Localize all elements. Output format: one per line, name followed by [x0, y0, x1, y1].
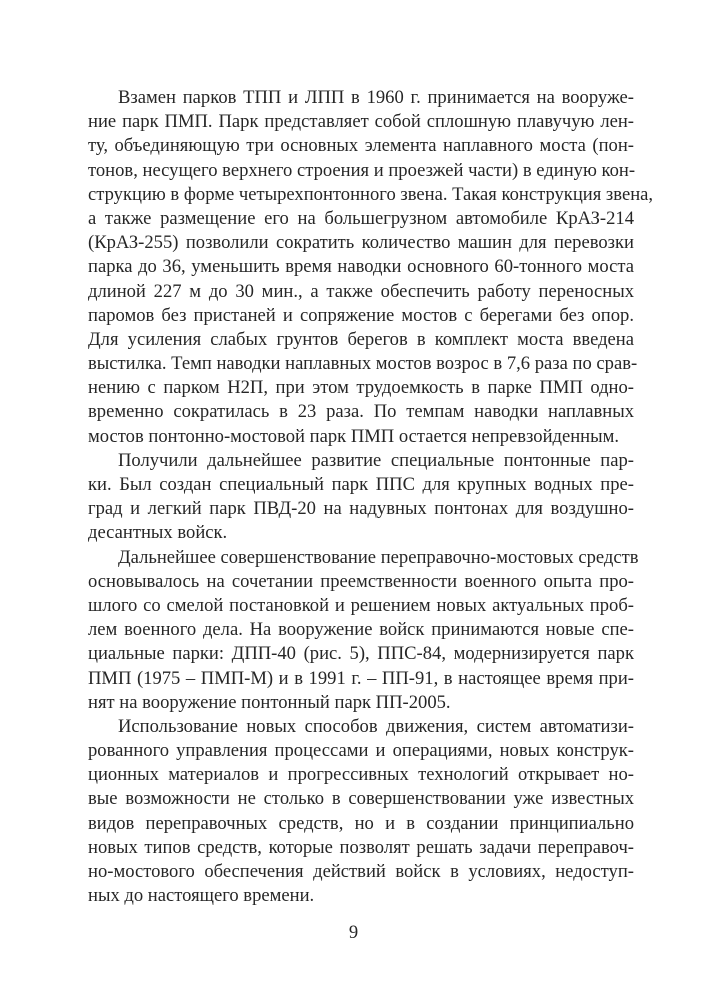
- text-line: струкцию в форме четырехпонтонного звена. Такая конструкция звена,: [88, 183, 654, 205]
- document-body: [88, 86, 654, 908]
- text-line: основывалось на сочетании преемственности военного опыта про-: [88, 570, 634, 592]
- text-line: циальные парки: ДПП-40 (рис. 5), ППС-84, модернизируется парк: [88, 643, 634, 665]
- text-line: тонов, несущего верхнего строения и проезжей части) в единую кон-: [88, 159, 636, 181]
- text-line: Дальнейшее совершенствование переправочно-мостовых средств: [118, 546, 639, 568]
- text-line: вые возможности не столько в совершенствовании уже известных: [88, 788, 634, 810]
- page-number: 9: [348, 922, 359, 943]
- paragraph: [88, 715, 634, 909]
- text-line: Для усиления слабых грунтов берегов в комплект моста введена: [88, 328, 634, 350]
- text-line: Взамен парков ТПП и ЛПП в 1960 г. принимается на вооруже-: [118, 87, 634, 108]
- text-line: но-мостового обеспечения действий войск в условиях, недоступ-: [88, 861, 634, 882]
- text-line: ние парк ПМП. Парк представляет собой сплошную плавучую лен-: [88, 111, 634, 133]
- text-line: Использование новых способов движения, систем автоматизи-: [118, 715, 634, 737]
- paragraph: [88, 449, 634, 546]
- text-line: (КрАЗ-255) позволили сократить количество машин для перевозки: [88, 232, 634, 254]
- text-line: видов переправочных средств, но и в создании принципиально: [88, 812, 634, 834]
- text-line: парка до 36, уменьшить время наводки основного 60-тонного моста: [88, 256, 634, 278]
- text-line: ционных материалов и прогрессивных технологий открывает но-: [88, 764, 634, 786]
- text-line: а также размещение его на большегрузном автомобиле КрАЗ-214: [88, 207, 634, 229]
- text-line: паромов без пристаней и сопряжение мостов с берегами без опор.: [88, 304, 634, 326]
- text-line: лем военного дела. На вооружение войск принимаются новые спе-: [88, 619, 634, 641]
- text-line: ки. Был создан специальный парк ППС для крупных водных пре-: [88, 474, 634, 495]
- text-line: десантных войск.: [88, 522, 228, 544]
- text-line: ПМП (1975 – ПМП-М) и в 1991 г. – ПП-91, в настоящее время при-: [88, 667, 634, 689]
- text-line: мостов понтонно-мостовой парк ПМП остается непревзойденным.: [88, 425, 620, 447]
- text-line: временно сократилась в 23 раза. По темпам наводки наплавных: [88, 401, 634, 423]
- text-line: град и легкий парк ПВД-20 на надувных понтонах для воздушно-: [88, 498, 634, 520]
- text-line: Получили дальнейшее развитие специальные понтонные пар-: [118, 449, 634, 471]
- text-line: ту, объединяющую три основных элемента наплавного моста (пон-: [88, 135, 634, 157]
- text-line: выстилка. Темп наводки наплавных мостов возрос в 7,6 раза по срав-: [88, 353, 638, 375]
- text-line: нению с парком Н2П, при этом трудоемкость в парке ПМП одно-: [88, 377, 634, 399]
- text-line: длиной 227 м до 30 мин., а также обеспечить работу переносных: [88, 280, 634, 302]
- paragraph: [88, 546, 639, 715]
- paragraph: [88, 86, 654, 449]
- text-line: рованного управления процессами и операциями, новых конструк-: [88, 740, 634, 762]
- text-line: ных до настоящего времени.: [88, 885, 315, 907]
- text-line: новых типов средств, которые позволят решать задачи переправоч-: [88, 836, 634, 858]
- text-line: шлого со смелой постановкой и решением новых актуальных проб-: [88, 594, 634, 616]
- text-line: нят на вооружение понтонный парк ПП-2005.: [88, 691, 451, 713]
